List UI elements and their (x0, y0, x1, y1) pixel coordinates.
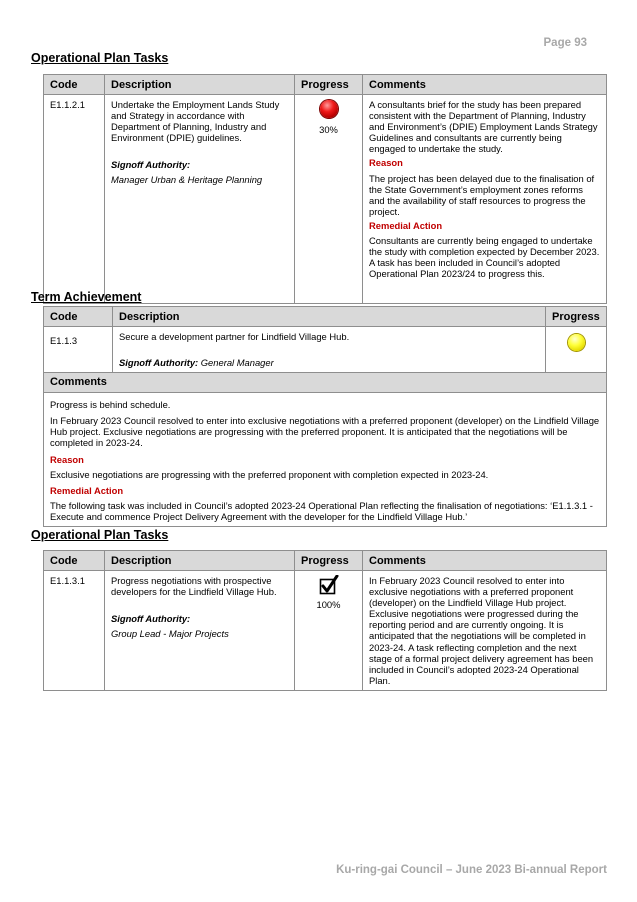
remedial-action-text: The following task was included in Council’s adopted 2023-24 Operational Plan reflecting the finalisation of negotiations: ‘E1.1.3.1 - Execute and commence Project Delivery Agreement with the developer for the Lindfield Village Hub.’ (50, 499, 593, 522)
comments-cell (363, 95, 607, 304)
table-row (44, 95, 607, 304)
section-title-operational-plan-tasks-2: Operational Plan Tasks (31, 528, 169, 542)
signoff-value: Group Lead - Major Projects (111, 628, 229, 640)
task-description: Progress negotiations with prospective developers for the Lindfield Village Hub. (111, 575, 277, 598)
reason-text: Exclusive negotiations are progressing with the preferred proponent with completion expected in 2023-24. (50, 468, 489, 480)
comment-text: A consultants brief for the study has been prepared consistent with the Department of Planning, Industry and Environment’s (DPIE) Employment Lands Strategy Guidelines and consultants are currently being engaged to undertake the study. (369, 99, 598, 155)
table-row (44, 571, 607, 691)
header-progress: Progress (295, 75, 363, 95)
signoff-label: Signoff Authority: (111, 159, 191, 171)
progress-cell (546, 327, 607, 373)
comments-paragraph: In February 2023 Council resolved to enter into exclusive negotiations with a preferred proponent (developer) on the Lindfield Village Hub project. Exclusive negotiations are progressing with the preferred proponent. It is anticipated that the negotiations will be completed in 2023-24. (50, 415, 600, 449)
signoff-label: Signoff Authority: (119, 357, 199, 369)
task-code: E1.1.2.1 (44, 95, 105, 304)
page-number: Page 93 (543, 37, 587, 49)
table-header-row (44, 75, 607, 95)
reason-label: Reason (369, 157, 403, 169)
operational-plan-table-1 (43, 74, 607, 304)
reason-label: Reason (50, 453, 84, 465)
task-description-cell (105, 95, 295, 304)
header-comments: Comments (363, 551, 607, 571)
comment-text: In February 2023 Council resolved to enter into exclusive negotiations with a preferred proponent (developer) on the Lindfield Village Hub project. Exclusive negotiations were progressed during the reporting period and are currently ongoing. It is anticipated that the negotiations will be completed in 2023-24. A task reflecting completion and the next stage of a formal project delivery agreement has been included in Council’s adopted 2023-24 Operational Plan. (369, 575, 594, 686)
comments-cell (363, 571, 607, 691)
signoff-label: Signoff Authority: (111, 613, 191, 625)
header-progress: Progress (546, 307, 607, 327)
section-title-operational-plan-tasks-1: Operational Plan Tasks (31, 51, 169, 65)
comments-body (44, 393, 607, 527)
signoff-value: Manager Urban & Heritage Planning (111, 174, 263, 186)
operational-plan-table-2 (43, 550, 607, 691)
header-code: Code (44, 75, 105, 95)
term-description-cell (113, 327, 546, 373)
header-description: Description (105, 75, 295, 95)
task-code: E1.1.3.1 (44, 571, 105, 691)
header-code: Code (44, 307, 113, 327)
header-code: Code (44, 551, 105, 571)
header-progress: Progress (295, 551, 363, 571)
table-header-row (44, 307, 607, 327)
term-achievement-table (43, 306, 607, 527)
comments-row (44, 393, 607, 527)
progress-percent: 30% (319, 124, 338, 136)
section-title-term-achievement: Term Achievement (31, 290, 142, 304)
progress-percent: 100% (316, 599, 341, 611)
yellow-status-indicator-icon (568, 334, 585, 351)
progress-cell (295, 571, 363, 691)
remedial-action-label: Remedial Action (50, 484, 124, 496)
header-description: Description (113, 307, 546, 327)
comments-header-row (44, 373, 607, 393)
red-status-indicator-icon (320, 100, 338, 118)
remedial-action-text: Consultants are currently being engaged to undertake the study with completion expected by December 2023. A task has been included in Council’s adopted Operational Plan 2023/24 to progress this. (369, 235, 600, 280)
table-row (44, 327, 607, 373)
header-comments: Comments (363, 75, 607, 95)
task-description-cell (105, 571, 295, 691)
term-code: E1.1.3 (44, 327, 113, 373)
signoff-value: General Manager (200, 357, 274, 369)
table-header-row (44, 551, 607, 571)
header-description: Description (105, 551, 295, 571)
checkbox-complete-icon (319, 575, 339, 595)
term-description: Secure a development partner for Lindfield Village Hub. (119, 331, 350, 342)
task-description: Undertake the Employment Lands Study and Strategy in accordance with Department of Planning, Industry and Environment (DPIE) guidelines. (111, 99, 280, 144)
remedial-action-label: Remedial Action (369, 219, 443, 231)
comments-header: Comments (44, 373, 607, 393)
signoff-line (119, 357, 539, 368)
reason-text: The project has been delayed due to the finalisation of the State Government’s employment zones reforms and the availability of staff resources to progress the project. (369, 172, 595, 217)
progress-cell (295, 95, 363, 304)
report-footer: Ku-ring-gai Council – June 2023 Bi-annual Report (336, 864, 607, 876)
comments-status: Progress is behind schedule. (50, 399, 171, 411)
